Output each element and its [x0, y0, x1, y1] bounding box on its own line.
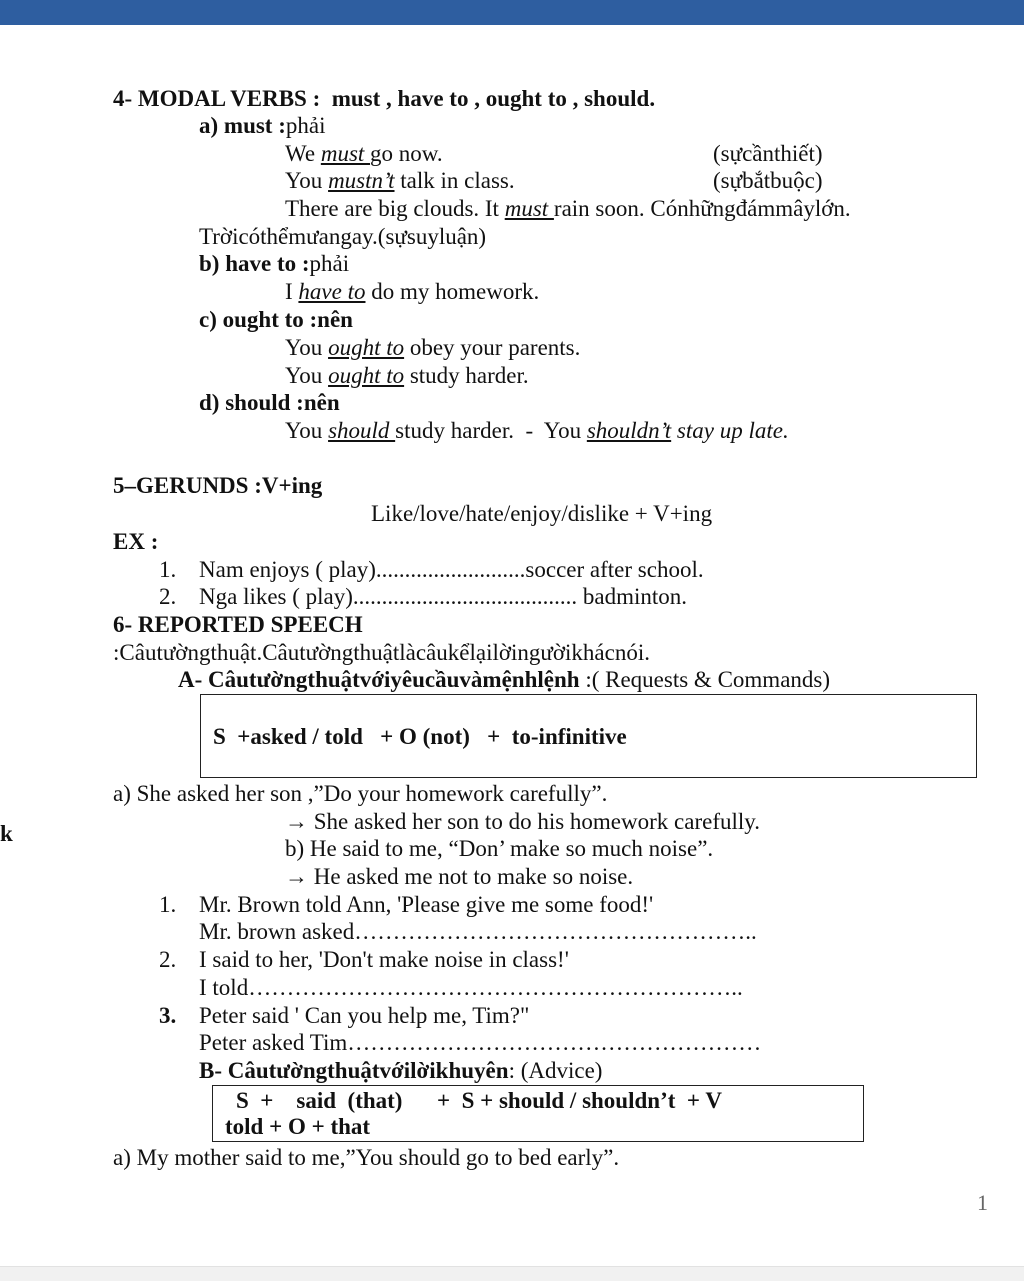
must-example-1 — [285, 140, 443, 168]
ought-to-heading: c) ought to :nên — [199, 307, 353, 332]
example-b: b) He said to me, “Don’ make so much noise”. — [285, 836, 714, 861]
example-text: go now. — [370, 141, 443, 166]
gerund-rule: Like/love/hate/enjoy/dislike + V+ing — [371, 501, 713, 526]
question-3-number: 3. — [159, 1003, 177, 1028]
must-example-3-continued: Trờicóthểmưangay.(sựsuyluận) — [199, 224, 487, 249]
exercise-1: Nam enjoys ( play)..........................soccer after school. — [199, 557, 704, 582]
question-2-answer-line: I told……………………………………………………….. — [199, 975, 743, 1000]
have-to-heading — [199, 250, 349, 278]
example-text: You — [285, 363, 329, 388]
must-heading-label: a) must : — [199, 113, 286, 138]
subsection-a-heading — [178, 666, 830, 694]
example-text: You — [285, 335, 329, 360]
modal-word: have to — [298, 279, 366, 304]
formula-b-line-2: told + O + that — [225, 1114, 371, 1139]
subsection-b-heading — [199, 1057, 602, 1085]
exercise-1-number: 1. — [159, 557, 177, 582]
have-to-heading-meaning: phải — [309, 251, 350, 276]
must-heading — [199, 112, 326, 140]
example-text: study harder. - You — [395, 418, 587, 443]
bottom-status-bar — [0, 1266, 1024, 1281]
question-1: Mr. Brown told Ann, 'Please give me some food!' — [199, 892, 654, 917]
subsection-a-translation: :( Requests & Commands) — [579, 667, 831, 692]
modal-word: ought to — [328, 335, 405, 360]
formula-b-line-1: S + said (that) + S + should / shouldn’t + V — [236, 1088, 722, 1113]
exercise-2-number: 2. — [159, 584, 177, 609]
modal-word: ought to — [328, 363, 405, 388]
section-6-intro: :Câutườngthuật.Câutườngthuậtlàcâukểlạilờingườikhácnói. — [113, 640, 650, 665]
modal-word: should — [328, 418, 396, 443]
modal-word: must — [504, 196, 554, 221]
question-2-number: 2. — [159, 947, 177, 972]
question-3: Peter said ' Can you help me, Tim?" — [199, 1003, 530, 1028]
section-6-title: 6- REPORTED SPEECH — [113, 612, 363, 637]
subsection-b-translation: : (Advice) — [508, 1058, 603, 1083]
exercise-2: Nga likes ( play)....................................... badminton. — [199, 584, 688, 609]
must-heading-meaning: phải — [285, 113, 326, 138]
example-text: You — [285, 418, 329, 443]
window-title-bar — [0, 0, 1024, 25]
page-number: 1 — [977, 1190, 988, 1215]
must-example-2-note: (sựbắtbuộc) — [713, 168, 823, 193]
margin-fragment: k — [0, 821, 13, 846]
example-text: do my homework. — [365, 279, 540, 304]
question-2: I said to her, 'Don't make noise in class!' — [199, 947, 569, 972]
have-to-heading-label: b) have to : — [199, 251, 310, 276]
subsection-a-title: A- Câutườngthuậtvớiyêucầuvàmệnhlệnh — [178, 667, 580, 692]
section-4-title: 4- MODAL VERBS : must , have to , ought to , should. — [113, 86, 656, 111]
example-text: obey your parents. — [404, 335, 581, 360]
modal-word: mustn’t — [328, 168, 395, 193]
example-a-answer: → She asked her son to do his homework carefully. — [285, 809, 761, 834]
should-heading: d) should :nên — [199, 390, 340, 415]
ought-to-example-1 — [285, 334, 580, 362]
example-a: a) She asked her son ,”Do your homework carefully”. — [113, 781, 608, 806]
example-text: You — [285, 168, 329, 193]
example-text: rain soon. Cónhữngđámmâylớn. — [553, 196, 851, 221]
modal-word: shouldn’t — [586, 418, 672, 443]
ex-label: EX : — [113, 529, 159, 554]
question-3-answer-line: Peter asked Tim……………………………………………… — [199, 1030, 762, 1055]
must-example-3 — [285, 195, 851, 223]
should-example-1 — [285, 417, 789, 445]
must-example-2 — [285, 167, 515, 195]
example-text: stay up late. — [671, 418, 789, 443]
example-c: a) My mother said to me,”You should go to bed early”. — [113, 1145, 620, 1170]
question-1-answer-line: Mr. brown asked…………………………………………….. — [199, 919, 757, 944]
example-text: study harder. — [404, 363, 529, 388]
example-b-answer: → He asked me not to make so noise. — [285, 864, 634, 889]
question-1-number: 1. — [159, 892, 177, 917]
ought-to-example-2 — [285, 362, 529, 390]
subsection-b-title: B- Câutườngthuậtvớilờikhuyên — [199, 1058, 509, 1083]
modal-word: must — [320, 141, 371, 166]
section-5-title: 5–GERUNDS :V+ing — [113, 473, 323, 498]
formula-a: S +asked / told + O (not) + to-infinitive — [213, 724, 627, 749]
example-text: talk in class. — [394, 168, 515, 193]
example-text: I — [285, 279, 299, 304]
example-text: We — [285, 141, 321, 166]
example-text: There are big clouds. It — [285, 196, 505, 221]
have-to-example-1 — [285, 278, 539, 306]
must-example-1-note: (sựcầnthiết) — [713, 141, 823, 166]
